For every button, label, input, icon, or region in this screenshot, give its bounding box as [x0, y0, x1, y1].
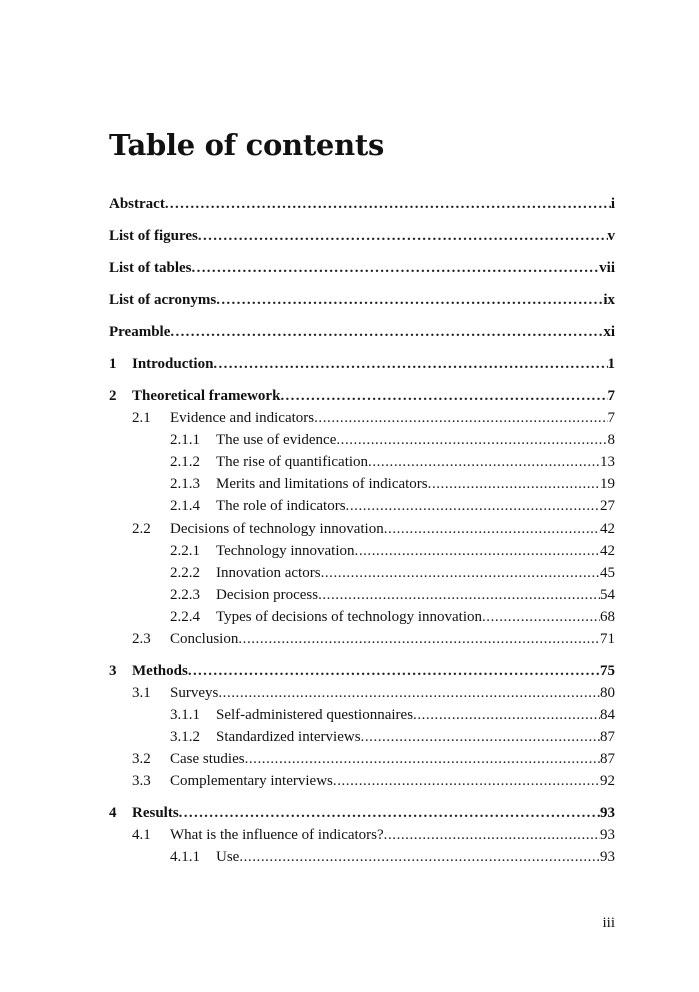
toc-entry-title: Complementary interviews: [170, 773, 333, 789]
toc-entry-title: Case studies: [170, 751, 245, 767]
dot-leader: [482, 607, 600, 627]
toc-entry-title: The use of evidence: [216, 432, 337, 448]
toc-entry[interactable]: [109, 354, 615, 374]
toc-entry[interactable]: [109, 771, 615, 791]
dot-leader: [216, 290, 603, 310]
toc-entry-page: 7: [607, 388, 615, 404]
toc-entry-title: Merits and limitations of indicators: [216, 476, 428, 492]
page-number: iii: [602, 915, 615, 931]
toc-entry[interactable]: [109, 683, 615, 703]
toc-entry-title: Abstract: [109, 196, 165, 212]
toc-entry-number: 3.3: [132, 773, 151, 789]
toc-entry-page: v: [607, 228, 615, 244]
toc-entry-number: 2.2.1: [170, 543, 200, 559]
toc-entry-page: ix: [603, 292, 615, 308]
toc-entry-title: Standardized interviews: [216, 729, 361, 745]
toc-entry[interactable]: [109, 825, 615, 845]
dot-leader: [170, 322, 603, 342]
toc-entry-title: Preamble: [109, 324, 171, 340]
toc-entry-page: 8: [607, 432, 615, 448]
toc-entry[interactable]: [109, 290, 615, 310]
toc-entry[interactable]: [109, 541, 615, 561]
dot-leader: [333, 771, 600, 791]
toc-entry-number: 2.1.2: [170, 454, 200, 470]
toc-entry-title: Theoretical framework: [132, 388, 281, 404]
toc-entry-number: 3.1.1: [170, 707, 200, 723]
toc-entry-title: List of acronyms: [109, 292, 217, 308]
toc-entry[interactable]: [109, 661, 615, 681]
dot-leader: [192, 258, 600, 278]
toc-entry-number: 2.1.4: [170, 498, 200, 514]
dot-leader: [321, 563, 600, 583]
toc-entry-number: 2.1: [132, 410, 151, 426]
toc-entry-number: 2.3: [132, 631, 151, 647]
page-title: Table of contents: [109, 128, 384, 162]
toc-entry-number: 2.2.2: [170, 565, 200, 581]
toc-entry-number: 3.1.2: [170, 729, 200, 745]
toc-entry[interactable]: [109, 408, 615, 428]
dot-leader: [368, 452, 600, 472]
toc-entry[interactable]: [109, 194, 615, 214]
toc-entry-page: xi: [603, 324, 615, 340]
toc-entry[interactable]: [109, 705, 615, 725]
toc-entry-title: Conclusion: [170, 631, 239, 647]
toc-entry-number: 2.2: [132, 521, 151, 537]
dot-leader: [179, 803, 600, 823]
toc-entry-title: Evidence and indicators: [170, 410, 315, 426]
toc-entry[interactable]: [109, 519, 615, 539]
toc-entry[interactable]: [109, 386, 615, 406]
toc-entry-number: 2: [109, 388, 117, 404]
dot-leader: [428, 474, 600, 494]
toc-entry-number: 4.1: [132, 827, 151, 843]
dot-leader: [188, 661, 600, 681]
toc-entry[interactable]: [109, 452, 615, 472]
toc-entry-title: List of figures: [109, 228, 198, 244]
toc-entry-title: Surveys: [170, 685, 219, 701]
toc-entry-title: What is the influence of indicators?: [170, 827, 384, 843]
toc-entry-title: Use: [216, 849, 240, 865]
toc-entry[interactable]: [109, 322, 615, 342]
toc-entry-page: vii: [599, 260, 615, 276]
toc-entry-page: 7: [607, 410, 615, 426]
toc-entry-page: 19: [600, 476, 615, 492]
toc-entry-page: 45: [600, 565, 615, 581]
dot-leader: [218, 683, 600, 703]
toc-entry-page: 92: [600, 773, 615, 789]
dot-leader: [165, 194, 611, 214]
toc-entry[interactable]: [109, 607, 615, 627]
dot-leader: [213, 354, 607, 374]
toc-entry-title: Self-administered questionnaires: [216, 707, 414, 723]
toc-entry-number: 3.1: [132, 685, 151, 701]
toc-entry-number: 1: [109, 356, 117, 372]
dot-leader: [346, 496, 600, 516]
toc-entry[interactable]: [109, 226, 615, 246]
toc-entry-title: Types of decisions of technology innovation: [216, 609, 482, 625]
dot-leader: [413, 705, 600, 725]
toc-entry[interactable]: [109, 727, 615, 747]
toc-entry-title: List of tables: [109, 260, 192, 276]
toc-entry-page: 87: [600, 751, 615, 767]
toc-entry[interactable]: [109, 430, 615, 450]
toc-entry-title: Decisions of technology innovation: [170, 521, 384, 537]
toc-entry-number: 2.2.4: [170, 609, 200, 625]
dot-leader: [384, 825, 600, 845]
toc-entry-page: 13: [600, 454, 615, 470]
toc-entry-page: 93: [600, 827, 615, 843]
toc-entry-page: 87: [600, 729, 615, 745]
dot-leader: [318, 585, 600, 605]
toc-entry-title: The rise of quantification: [216, 454, 369, 470]
dot-leader: [198, 226, 608, 246]
toc-entry-number: 4: [109, 805, 117, 821]
toc-entry-number: 3.2: [132, 751, 151, 767]
toc-entry-page: 80: [600, 685, 615, 701]
toc-entry[interactable]: [109, 847, 615, 867]
dot-leader: [314, 408, 607, 428]
toc-entry-page: 54: [600, 587, 615, 603]
toc-entry-page: 93: [600, 805, 615, 821]
toc-entry-page: 42: [600, 521, 615, 537]
toc-entry[interactable]: [109, 474, 615, 494]
toc-entry-number: 4.1.1: [170, 849, 200, 865]
toc-entry-title: Methods: [132, 663, 188, 679]
toc-entry-page: 93: [600, 849, 615, 865]
toc-entry-number: 2.2.3: [170, 587, 200, 603]
dot-leader: [280, 386, 607, 406]
toc-entry[interactable]: [109, 585, 615, 605]
dot-leader: [245, 749, 600, 769]
toc-entry-title: Introduction: [132, 356, 214, 372]
toc-entry[interactable]: [109, 496, 615, 516]
dot-leader: [238, 629, 600, 649]
toc-entry-page: i: [610, 196, 615, 212]
dot-leader: [361, 727, 600, 747]
toc-entry-title: Technology innovation: [216, 543, 355, 559]
toc-entry[interactable]: [109, 749, 615, 769]
dot-leader: [239, 847, 600, 867]
dot-leader: [355, 541, 600, 561]
toc-entry-number: 2.1.3: [170, 476, 200, 492]
dot-leader: [336, 430, 607, 450]
toc-entry-page: 42: [600, 543, 615, 559]
toc-entry-title: Innovation actors: [216, 565, 321, 581]
toc-entry-title: The role of indicators: [216, 498, 346, 514]
toc-entry[interactable]: [109, 258, 615, 278]
toc-entry-page: 27: [600, 498, 615, 514]
toc-entry-number: 3: [109, 663, 117, 679]
toc-entry[interactable]: [109, 803, 615, 823]
toc-entry-page: 68: [600, 609, 615, 625]
toc-entry-title: Decision process: [216, 587, 319, 603]
toc-entry-page: 71: [600, 631, 615, 647]
toc-entry-page: 75: [600, 663, 615, 679]
toc-entry-page: 1: [607, 356, 615, 372]
toc-entry[interactable]: [109, 563, 615, 583]
toc-entry-page: 84: [600, 707, 615, 723]
toc-entry-title: Results: [132, 805, 179, 821]
toc-entry-number: 2.1.1: [170, 432, 200, 448]
toc-entry[interactable]: [109, 629, 615, 649]
dot-leader: [384, 519, 600, 539]
